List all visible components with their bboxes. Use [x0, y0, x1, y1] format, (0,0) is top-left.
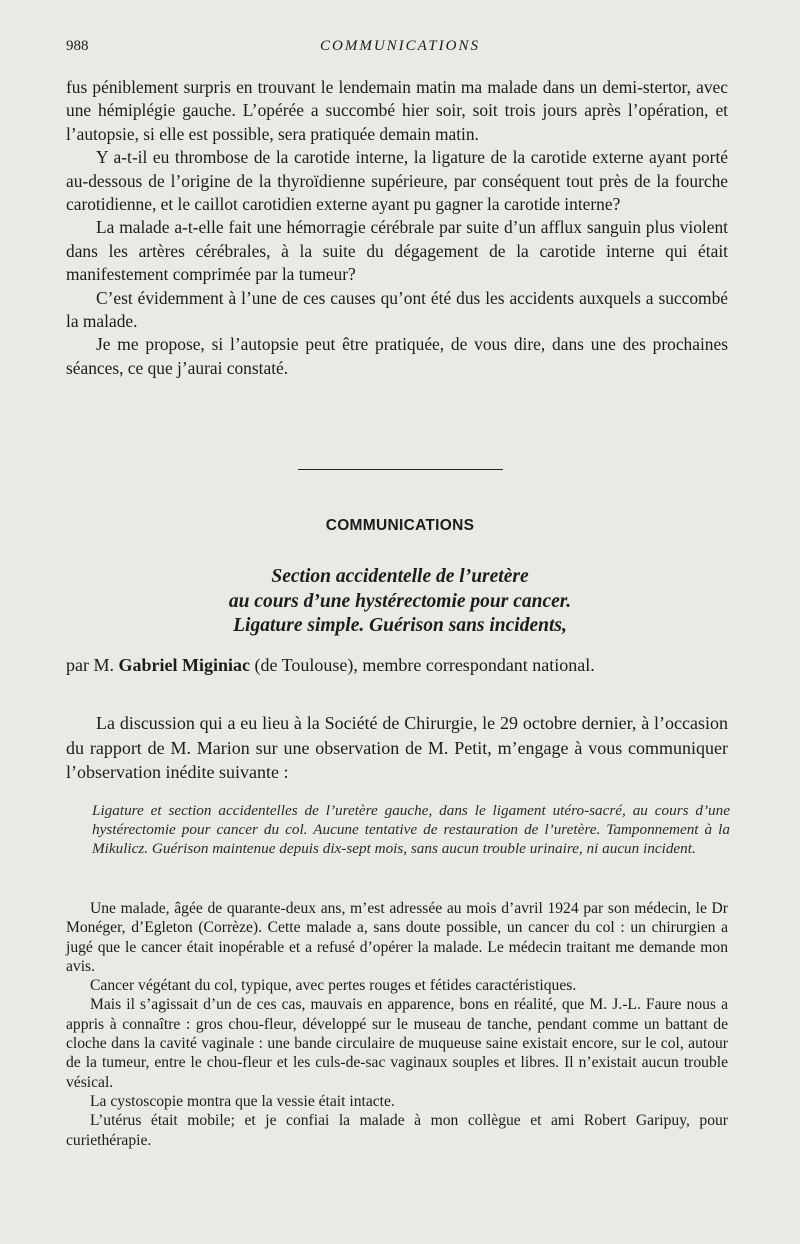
case-summary: Ligature et section accidentelles de l’uretère gauche, dans le ligament utéro-sacré, au cours d’une hystérectomie pour cancer du col. Aucune tentative de restauration de l’uretère. Tamponnement à la Mikulicz. Guérison maintenue depuis dix-sept mois, sans aucun trouble urinaire, ni aucun incident. [92, 802, 730, 858]
page-header [66, 38, 734, 58]
byline-prefix: par M. [66, 655, 114, 675]
paragraph: Je me propose, si l’autopsie peut être pratiquée, de vous dire, dans une des prochaines séances, ce que j’aurai constaté. [66, 334, 728, 378]
author-name: Gabriel Miginiac [118, 655, 250, 675]
paragraph: La malade a-t-elle fait une hémorragie cérébrale par suite d’un afflux sanguin plus violent dans les artères cérébrales, à la suite du dégagement de la carotide interne qui était manifestement comprimée par la tumeur? [66, 217, 728, 285]
paragraph: La cystoscopie montra que la vessie était intacte. [90, 1092, 395, 1110]
running-title: COMMUNICATIONS [320, 38, 480, 54]
author-affiliation: (de Toulouse), membre correspondant national. [254, 655, 595, 675]
section-heading: COMMUNICATIONS [325, 517, 475, 534]
byline [66, 655, 746, 676]
introduction [66, 711, 728, 785]
paragraph: Mais il s’agissait d’un de ces cas, mauvais en apparence, bons en réalité, que M. J.-L. Faure nous a appris à connaître : gros chou-fleur, développé sur le museau de tanche, pendant comme un battant de cloche dans la cavité vaginale : une bande circulaire de muqueuse saine existait encore, sur le col, autour de la tumeur, entre le chou-fleur et les culs-de-sac vaginaux souples et libres. Il n’existait aucun trouble vésical. [66, 996, 728, 1091]
paragraph: C’est évidemment à l’une de ces causes qu’ont été dus les accidents auxquels a succombé la malade. [66, 287, 728, 332]
paragraph: fus péniblement surpris en trouvant le lendemain matin ma malade dans un demi-stertor, avec une hémiplégie gauche. L’opérée a succombé hier soir, soit trois jours après l’opération, et l’autopsie, si elle est possible, sera pratiquée demain matin. [66, 77, 728, 144]
paragraph: La discussion qui a eu lieu à la Société de Chirurgie, le 29 octobre dernier, à l’occasion du rapport de M. Marion sur une observation de M. Petit, m’engage à vous communiquer l’observation inédite suivante : [66, 713, 728, 782]
paragraph: Cancer végétant du col, typique, avec pertes rouges et fétides caractéristiques. [90, 977, 577, 995]
article-title [80, 565, 720, 639]
title-line: au cours d’une hystérectomie pour cancer. [228, 590, 572, 612]
title-line: Section accidentelle de l’uretère [271, 566, 529, 587]
paragraph: Y a-t-il eu thrombose de la carotide interne, la ligature de la carotide externe ayant porté au-dessous de l’origine de la thyroïdienne supérieure, par conséquent tout près de la fourche carotidienne, et le caillot carotidien externe ayant pu gagner la carotide interne? [66, 147, 728, 215]
section-divider [298, 469, 503, 470]
page-number: 988 [66, 38, 89, 54]
title-line: Ligature simple. Guérison sans incidents, [233, 615, 567, 636]
continuation-text [66, 76, 728, 380]
observation-text [66, 899, 728, 1150]
paragraph: Une malade, âgée de quarante-deux ans, m’est adressée au mois d’avril 1924 par son médecin, le Dr Monéger, d’Egleton (Corrèze). Cette malade a, sans doute possible, un cancer du col : un chirurgien a jugé que le cancer était inopérable et a refusé d’opérer la malade. Le médecin traitant me demande mon avis. [66, 900, 728, 975]
paragraph: L’utérus était mobile; et je confiai la malade à mon collègue et ami Robert Garipuy, pour curiethérapie. [66, 1112, 728, 1149]
